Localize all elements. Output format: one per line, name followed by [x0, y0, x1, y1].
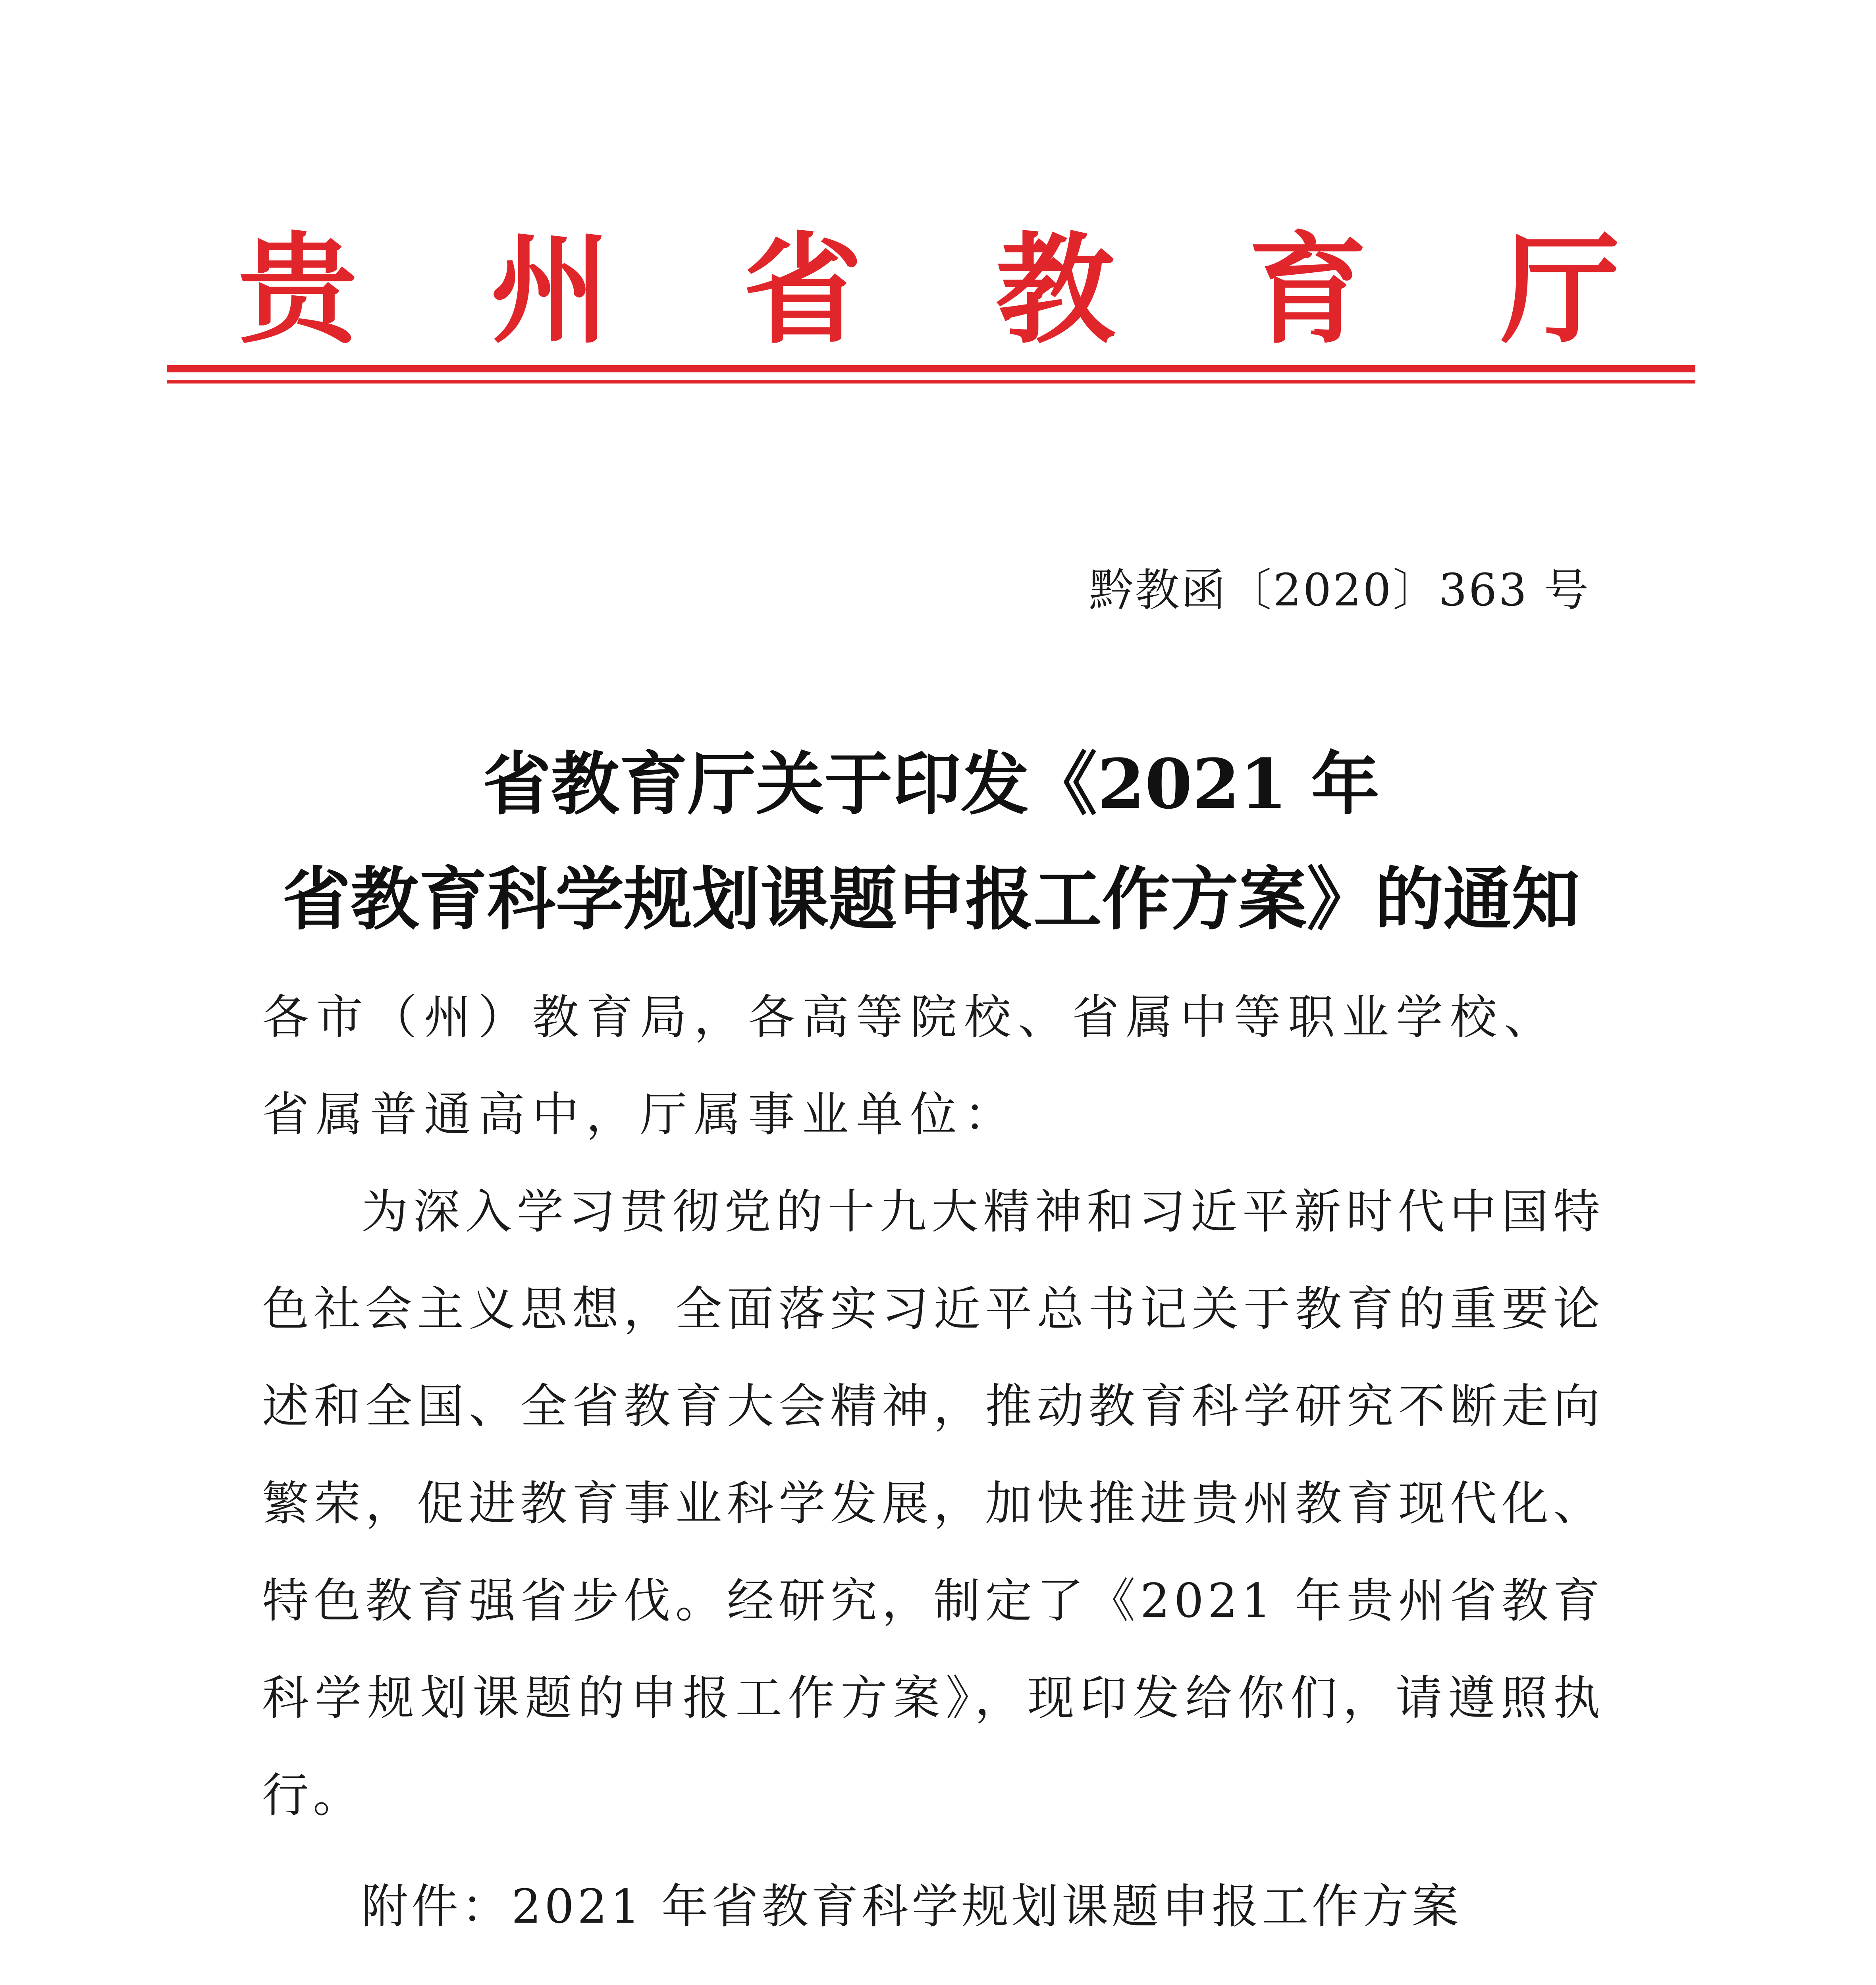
header-divider-thick [167, 365, 1695, 372]
header-char: 贵 [238, 220, 357, 360]
header-char: 州 [491, 220, 610, 360]
header-divider-thin [167, 380, 1695, 384]
body-paragraph: 为深入学习贯彻党的十九大精神和习近平新时代中国特色社会主义思想，全面落实习近平总书记关于教育的重要论述和全国、全省教育大会精神，推动教育科学研究不断走向繁荣，促进教育事业科学发展，加快推进贵州教育现代化、特色教育强省步伐。经研究，制定了《2021 年贵州省教育科学规划课题的申报工作方案》，现印发给你们，请遵照执行。 [262, 1184, 1604, 1823]
document-number: 黔教函〔2020〕363 号 [1089, 565, 1590, 616]
attachment-line: 附件：2021 年省教育科学规划课题申报工作方案 [361, 1879, 1462, 1934]
title-line-2: 省教育科学规划课题申报工作方案》的通知 [282, 859, 1580, 939]
header-char: 育 [1248, 220, 1367, 360]
header-char: 教 [996, 220, 1115, 360]
issuing-authority-header [238, 206, 1620, 373]
header-char: 省 [743, 220, 862, 360]
addressee: 各市（州）教育局，各高等院校、省属中等职业学校、省属普通高中，厅属事业单位： [262, 990, 1558, 1142]
document-title [167, 727, 1695, 957]
title-line-1: 省教育厅关于印发《2021 年 [482, 744, 1380, 824]
header-char: 厅 [1501, 220, 1620, 360]
